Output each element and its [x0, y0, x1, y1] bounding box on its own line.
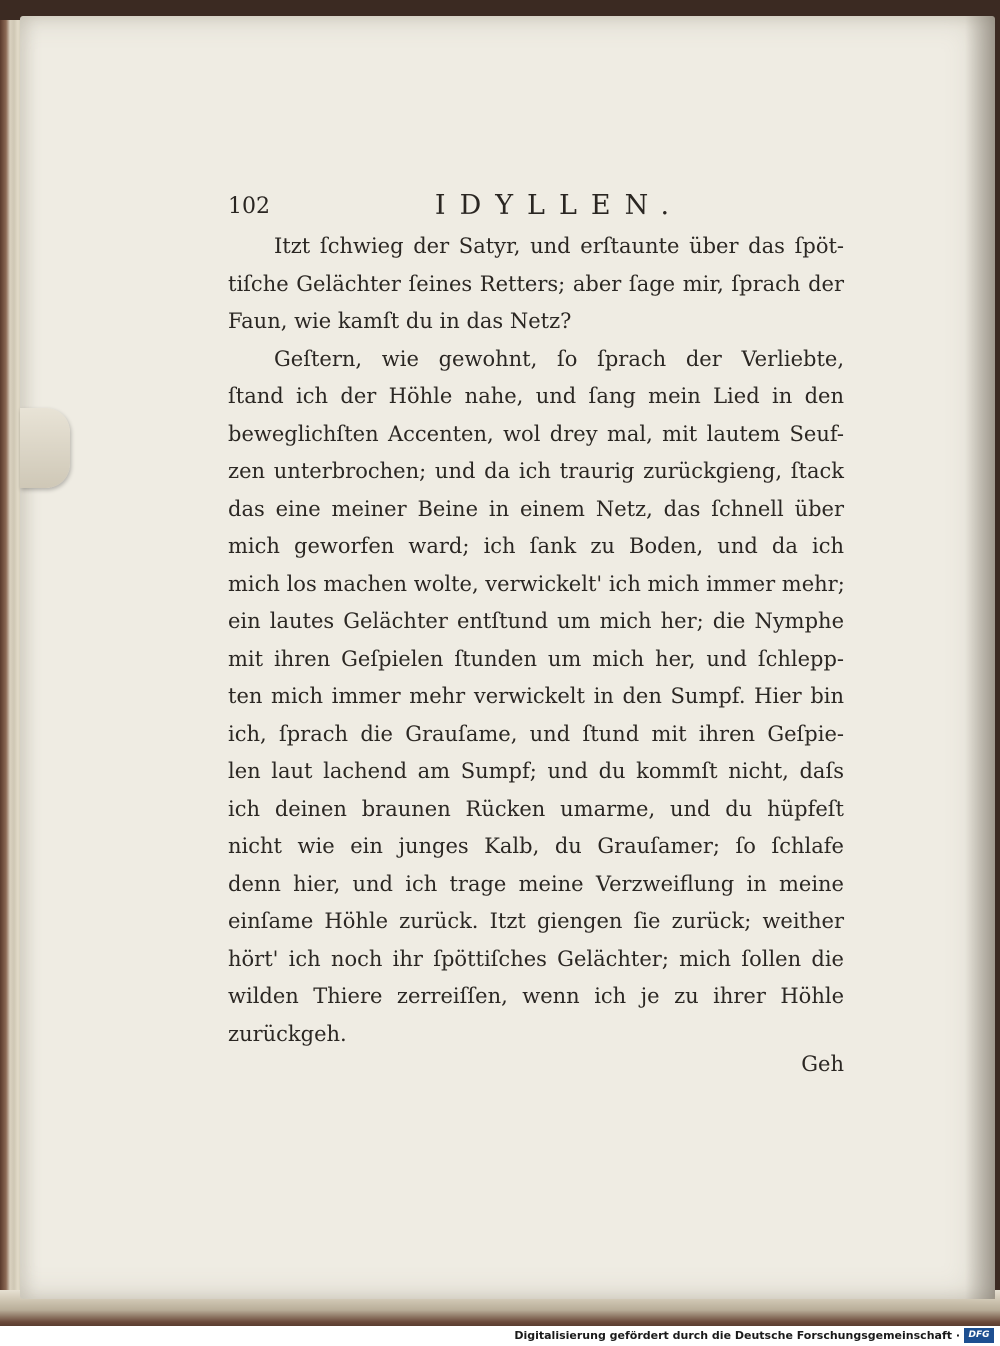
running-title: IDYLLEN. [434, 190, 684, 221]
text-line: len laut lachend am Sumpf; und du kommſt nicht, daſs [228, 759, 844, 783]
text-line: Itzt ſchwieg der Satyr, und erſtaunte über das ſpöt- [274, 234, 844, 258]
footer-bar [0, 1326, 1000, 1346]
text-line: denn hier, und ich trage meine Verzweiflung in meine [228, 871, 844, 896]
text-line: ich, ſprach die Grauſame, und ſtund mit ihren Geſpie- [228, 721, 844, 746]
catchword: Geh [801, 1052, 844, 1076]
digitization-credit: Digitalisierung gefördert durch die Deutsche Forschungsgemeinschaft · [514, 1329, 960, 1342]
text-line: hört' ich noch ihr ſpöttiſches Gelächter; mich ſollen die [228, 946, 844, 971]
text-line: beweglichſten Accenten, wol drey mal, mit lautem Seuf- [228, 421, 844, 446]
text-line: ten mich immer mehr verwickelt in den Sumpf. Hier bin [228, 684, 844, 708]
text-line: Faun, wie kamſt du in das Netz? [228, 309, 572, 333]
text-line: wilden Thiere zerreiſſen, wenn ich je zu ihrer Höhle [228, 984, 844, 1008]
bookmark-tab [20, 408, 70, 488]
text-line: mich los machen wolte, verwickelt' ich mich immer mehr; [228, 571, 845, 596]
text-line: mit ihren Geſpielen ſtunden um mich her, und ſchlepp- [228, 646, 844, 671]
text-line: ich deinen braunen Rücken umarme, und du hüpfeſt [228, 796, 844, 821]
text-line: Geſtern, wie gewohnt, ſo ſprach der Verliebte, [274, 346, 844, 371]
text-line: tiſche Gelächter ſeines Retters; aber ſage mir, ſprach der [228, 271, 844, 296]
text-line: ſtand ich der Höhle nahe, und ſang mein Lied in den [228, 384, 844, 408]
text-line: zurückgeh. [228, 1021, 347, 1046]
text-line: zen unterbrochen; und da ich traurig zurückgieng, ſtack [228, 459, 844, 483]
text-line: nicht wie ein junges Kalb, du Grauſamer; ſo ſchlafe [228, 834, 844, 858]
text-line: das eine meiner Beine in einem Netz, das ſchnell über [228, 496, 844, 521]
dfg-logo-icon: DFG [964, 1328, 994, 1343]
page-gutter-shadow [965, 16, 995, 1299]
body-text [228, 228, 844, 1053]
text-line: einſame Höhle zurück. Itzt giengen ſie zurück; weither [228, 909, 844, 933]
page-header [228, 186, 848, 226]
text-line: ein lautes Gelächter entſtund um mich her; die Nymphe [228, 609, 844, 633]
text-line: mich geworfen ward; ich ſank zu Boden, und da ich [228, 534, 844, 558]
page-number: 102 [228, 194, 270, 219]
